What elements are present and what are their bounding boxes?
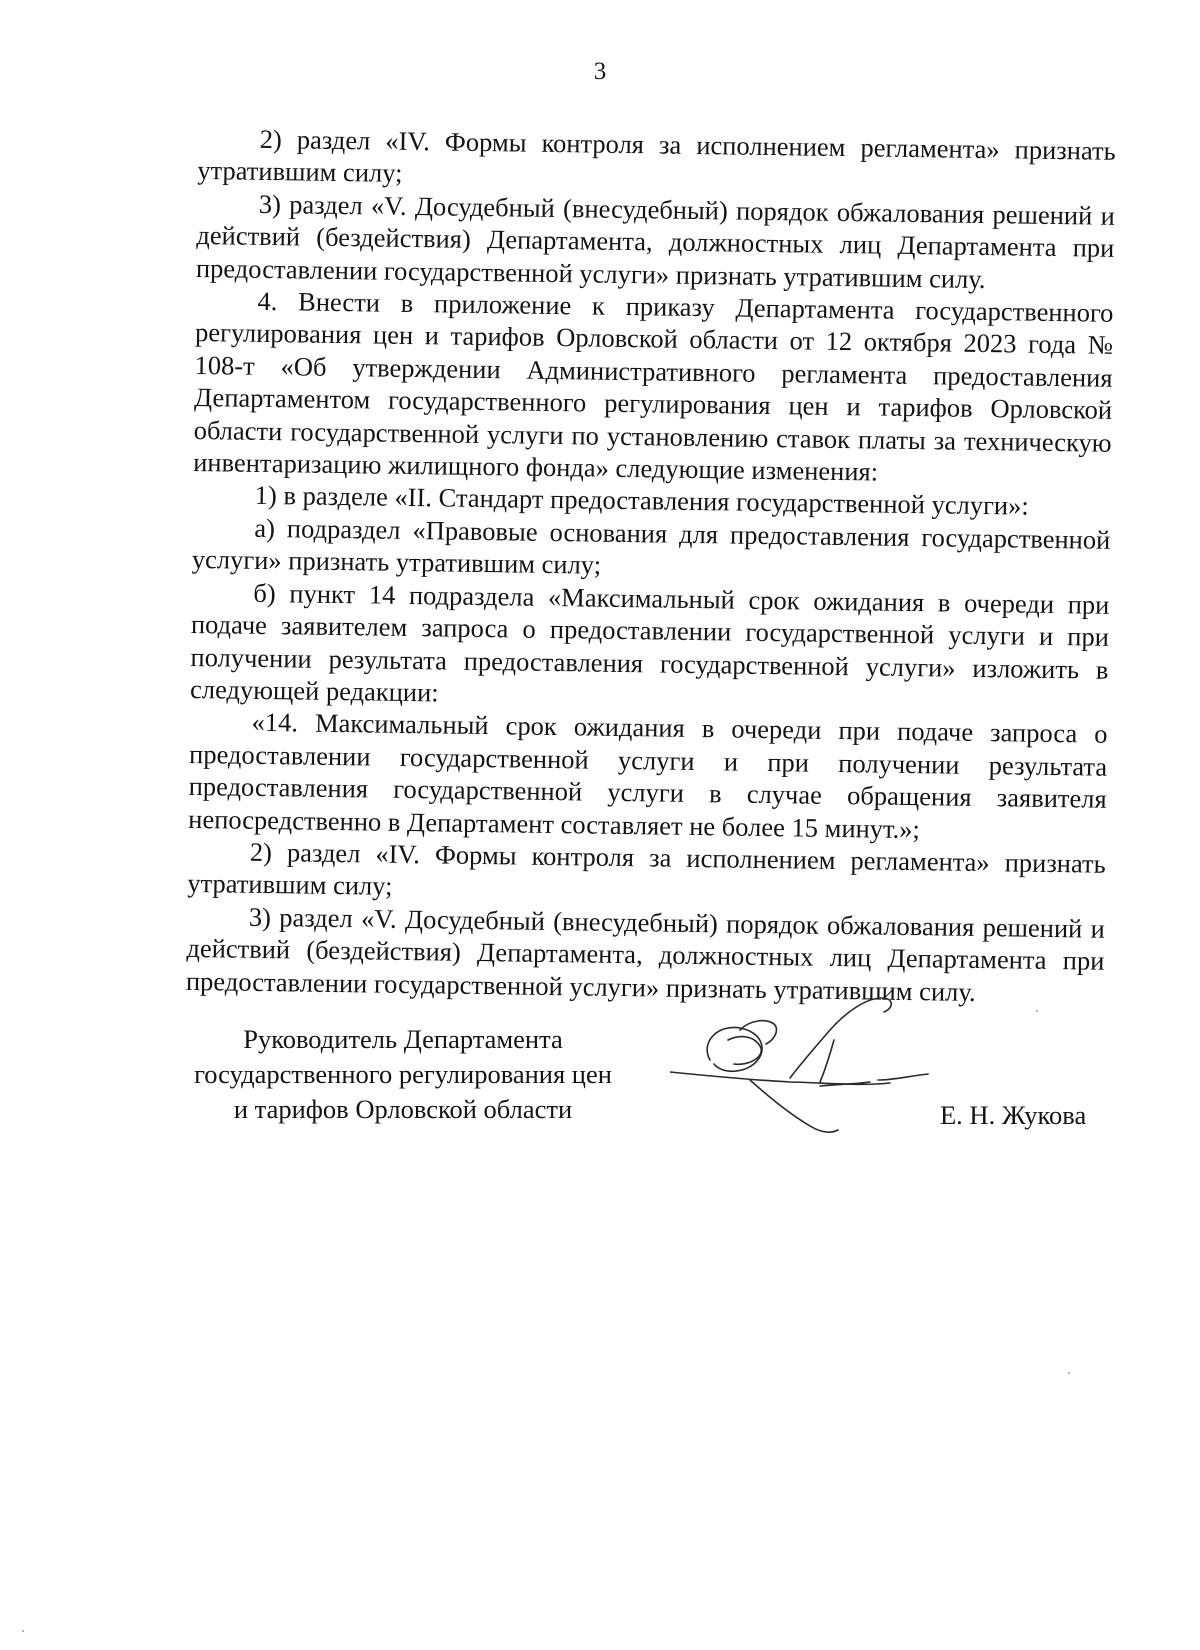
- signer-title-line: и тарифов Орловской области: [233, 1094, 573, 1124]
- paragraph-subsection-b: б) пункт 14 подраздела «Максимальный срок ожидания в очереди при подаче заявителем запроса о предоставлении государственной услуги и при получении результата предоставления государственной услуги» изложить в следующей редакции:: [189, 577, 1110, 708]
- scan-speck: [1036, 1010, 1038, 1012]
- signer-name: Е. Н. Жукова: [940, 1100, 1087, 1130]
- paragraph-item-4-amendment: 4. Внести в приложение к приказу Департамента государственного регулирования цен и тарифов Орловской области от 12 октября 2023 года № 108-т «Об утверждении Административного регламента предоставления Департаментом государственного регулирования цен и тарифов Орловской области государственной услуги по установлению ставок платы за техническую инвентаризацию жилищного фонда» следующие изменения:: [193, 285, 1114, 487]
- page-number: 3: [593, 58, 607, 85]
- scan-speck: [1068, 1372, 1070, 1374]
- paragraph-section-v-repeal-2: 3) раздел «V. Досудебный (внесудебный) порядок обжалования решений и действий (бездействия) Департамента, должностных лиц Департамента при предоставлении государственной услуги» признать утратившим силу.: [185, 901, 1106, 1007]
- paragraph-section-iv-repeal-2: 2) раздел «IV. Формы контроля за исполнением регламента» признать утратившим силу;: [187, 836, 1106, 902]
- paragraph-clause-14-text: «14. Максимальный срок ожидания в очереди при подаче запроса о предоставлении государственной услуги и при получении результата предоставления государственной услуги в случае обращения заявителя непосредственно в Департамент составляет не более 15 минут.»;: [188, 707, 1108, 844]
- paragraph-section-iv-repeal-1: 2) раздел «IV. Формы контроля за исполнением регламента» признать утратившим силу;: [197, 123, 1116, 189]
- paragraph-section-v-repeal-1: 3) раздел «V. Досудебный (внесудебный) порядок обжалования решений и действий (бездействия) Департамента, должностных лиц Департамента при предоставлении государственной услуги» признать утратившим силу.: [195, 188, 1115, 294]
- signer-title-line: Руководитель Департамента: [243, 1024, 563, 1054]
- signer-title-line: государственного регулирования цен: [194, 1059, 612, 1089]
- scan-speck: [22, 1630, 24, 1632]
- paragraph-subsection-a: а) подраздел «Правовые основания для предоставления государственной услуги» признать утратившим силу;: [191, 512, 1111, 580]
- signer-title: [178, 1022, 628, 1127]
- handwritten-signature: [670, 990, 970, 1170]
- paragraph-section-ii: 1) в разделе «II. Стандарт предоставления государственной услуги»:: [254, 480, 1029, 522]
